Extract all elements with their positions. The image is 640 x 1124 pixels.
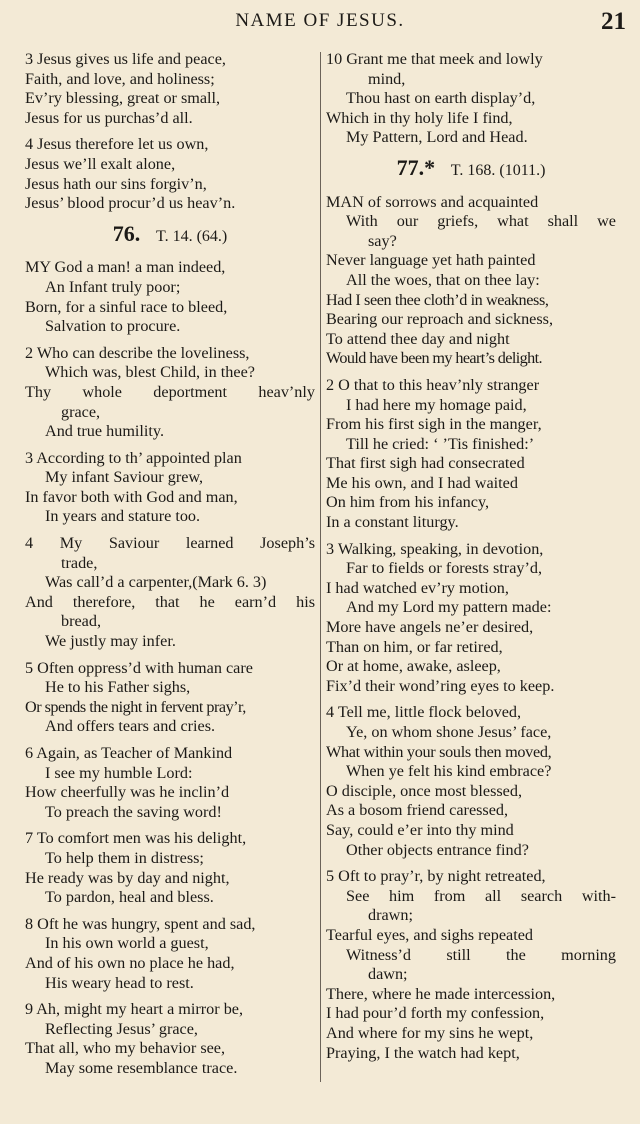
- verse-line: Was call’d a carpenter,(Mark 6. 3): [45, 573, 267, 592]
- hymn-reference: (1011.): [499, 161, 546, 179]
- verse-line: And of his own no place he had,: [25, 953, 235, 972]
- verse-line: 7 To comfort men was his delight,: [25, 829, 247, 848]
- verse-line: 3 According to th’ appointed plan: [25, 448, 242, 467]
- verse-line: Born, for a sinful race to bleed,: [25, 297, 228, 316]
- stanza: [326, 50, 616, 148]
- verse-line: Had I seen thee cloth’d in weakness,: [326, 290, 549, 309]
- verse-line: To pardon, heal and bless.: [45, 888, 214, 907]
- verse-line: Bearing our reproach and sickness,: [326, 310, 553, 329]
- verse-line: 4 My Saviour learned Joseph’s: [25, 534, 315, 553]
- verse-line: trade,: [61, 553, 98, 572]
- verse-line: In favor both with God and man,: [25, 487, 238, 506]
- verse-line: How cheerfully was he inclin’d: [25, 783, 230, 802]
- stanza: [25, 344, 315, 442]
- verse-line: Ev’ry blessing, great or small,: [25, 89, 221, 108]
- verse-line: Tearful eyes, and sighs repeated: [326, 925, 533, 944]
- verse-line: Jesus hath our sins forgiv’n,: [25, 174, 207, 193]
- verse-line: say?: [368, 231, 397, 250]
- verse-line: Praying, I the watch had kept,: [326, 1043, 520, 1062]
- verse-line: I see my humble Lord:: [45, 763, 193, 782]
- verse-line: There, where he made intercession,: [326, 984, 556, 1003]
- verse-line: When ye felt his kind embrace?: [346, 762, 552, 781]
- verse-line: 9 Ah, might my heart a mirror be,: [25, 1000, 244, 1019]
- verse-line: All the woes, that on thee lay:: [346, 270, 540, 289]
- verse-line: 2 Who can describe the loveliness,: [25, 343, 250, 362]
- stanza: [326, 867, 616, 1063]
- verse-line: That all, who my behavior see,: [25, 1039, 226, 1058]
- verse-line: More have angels ne’er desired,: [326, 618, 534, 637]
- verse-line: 8 Oft he was hungry, spent and sad,: [25, 914, 256, 933]
- hymn-heading: [326, 154, 616, 181]
- verse-line: What within your souls then moved,: [326, 742, 552, 761]
- right-column: [326, 50, 616, 1070]
- verse-line: In his own world a guest,: [45, 934, 209, 953]
- verse-line: Witness’d still the morning: [346, 945, 616, 964]
- verse-line: MAN of sorrows and acquainted: [326, 192, 539, 211]
- verse-line: Jesus’ blood procur’d us heav’n.: [25, 194, 236, 213]
- verse-line: And true humility.: [45, 422, 164, 441]
- verse-line: I had pour’d forth my confession,: [326, 1004, 545, 1023]
- tune-number: T. 14.: [155, 227, 193, 245]
- hymn-number: 76.: [112, 220, 141, 246]
- verse-line: Would have been my heart’s delight.: [326, 349, 542, 368]
- verse-line: dawn;: [368, 965, 408, 984]
- verse-line: Faith, and love, and holiness;: [25, 69, 215, 88]
- verse-line: Say, could e’er into thy mind: [326, 820, 514, 839]
- page-header: [0, 0, 640, 48]
- verse-line: As a bosom friend caressed,: [326, 801, 509, 820]
- verse-line: 2 O that to this heav’nly stranger: [326, 375, 540, 394]
- stanza: [326, 193, 616, 369]
- stanza: [25, 744, 315, 822]
- verse-line: 5 Often oppress’d with human care: [25, 658, 253, 677]
- hymn-number: 77.*: [396, 154, 436, 180]
- hymn-reference: (64.): [196, 227, 228, 245]
- verse-line: mind,: [368, 69, 406, 88]
- verse-line: 4 Jesus therefore let us own,: [25, 135, 209, 154]
- verse-line: Till he cried: ‘ ’Tis finished:’: [346, 434, 535, 453]
- verse-line: And my Lord my pattern made:: [346, 598, 552, 617]
- verse-line: With our griefs, what shall we: [346, 212, 616, 231]
- stanza: [25, 1000, 315, 1078]
- stanza: [326, 703, 616, 860]
- verse-line: Other objects entrance find?: [346, 840, 529, 859]
- verse-line: Jesus we’ll exalt alone,: [25, 154, 176, 173]
- verse-line: To preach the saving word!: [45, 802, 222, 821]
- running-title: NAME OF JESUS.: [235, 10, 405, 31]
- stanza: [25, 258, 315, 336]
- verse-line: 10 Grant me that meek and lowly: [326, 50, 543, 68]
- verse-line: And therefore, that he earn’d his: [25, 592, 315, 611]
- verse-line: grace,: [61, 402, 101, 421]
- verse-line: He to his Father sighs,: [45, 678, 191, 697]
- verse-line: To help them in distress;: [45, 848, 204, 867]
- verse-line: Thy whole deportment heav’nly: [25, 382, 315, 401]
- verse-line: Ye, on whom shone Jesus’ face,: [346, 723, 552, 741]
- verse-line: 4 Tell me, little flock beloved,: [326, 703, 522, 722]
- verse-line: bread,: [61, 612, 101, 631]
- verse-line: His weary head to rest.: [45, 973, 194, 992]
- stanza: [25, 50, 315, 128]
- verse-line: An Infant truly poor;: [45, 277, 181, 296]
- verse-line: 3 Walking, speaking, in devotion,: [326, 539, 544, 558]
- verse-line: drawn;: [368, 906, 413, 925]
- stanza: [25, 534, 315, 652]
- verse-line: 6 Again, as Teacher of Mankind: [25, 744, 233, 762]
- verse-line: In years and stature too.: [45, 507, 201, 526]
- verse-line: Salvation to procure.: [45, 317, 181, 336]
- verse-line: We justly may infer.: [45, 632, 176, 651]
- verse-line: Or at home, awake, asleep,: [326, 657, 501, 676]
- verse-line: I had watched ev’ry motion,: [326, 578, 509, 597]
- verse-line: 5 Oft to pray’r, by night retreated,: [326, 867, 546, 886]
- column-divider: [320, 52, 321, 1082]
- verse-line: That first sigh had consecrated: [326, 454, 525, 473]
- verse-line: May some resemblance trace.: [45, 1058, 238, 1077]
- verse-line: Than on him, or far retired,: [326, 637, 503, 656]
- verse-line: Or spends the night in fervent pray’r,: [25, 697, 246, 716]
- page-number: 21: [601, 8, 626, 35]
- verse-line: Thou hast on earth display’d,: [346, 89, 536, 108]
- verse-line: And offers tears and cries.: [45, 717, 216, 736]
- verse-line: Never language yet hath painted: [326, 251, 536, 270]
- verse-line: My Pattern, Lord and Head.: [346, 128, 528, 147]
- stanza: [25, 449, 315, 527]
- left-column: [25, 50, 315, 1086]
- verse-line: 3 Jesus gives us life and peace,: [25, 50, 226, 68]
- stanza: [25, 659, 315, 737]
- stanza: [25, 135, 315, 213]
- verse-line: See him from all search with-: [346, 886, 616, 905]
- verse-line: Me his own, and I had waited: [326, 473, 518, 492]
- tune-number: T. 168.: [450, 161, 496, 179]
- verse-line: On him from his infancy,: [326, 493, 490, 512]
- stanza: [326, 376, 616, 533]
- verse-line: O disciple, once most blessed,: [326, 781, 523, 800]
- verse-line: Reflecting Jesus’ grace,: [45, 1019, 198, 1038]
- verse-line: He ready was by day and night,: [25, 868, 230, 887]
- verse-line: Which was, blest Child, in thee?: [45, 363, 255, 382]
- stanza: [25, 829, 315, 907]
- stanza: [326, 540, 616, 697]
- verse-line: In a constant liturgy.: [326, 513, 459, 532]
- verse-line: My infant Saviour grew,: [45, 468, 204, 487]
- verse-line: And where for my sins he wept,: [326, 1023, 534, 1042]
- verse-line: To attend thee day and night: [326, 329, 510, 348]
- verse-line: Fix’d their wond’ring eyes to keep.: [326, 676, 555, 695]
- verse-line: Jesus for us purchas’d all.: [25, 108, 193, 127]
- verse-line: From his first sigh in the manger,: [326, 415, 542, 434]
- stanza: [25, 915, 315, 993]
- hymn-heading: [25, 220, 315, 247]
- verse-line: Which in thy holy life I find,: [326, 108, 513, 127]
- verse-line: MY God a man! a man indeed,: [25, 258, 226, 277]
- verse-line: I had here my homage paid,: [346, 395, 527, 414]
- verse-line: Far to fields or forests stray’d,: [346, 559, 543, 578]
